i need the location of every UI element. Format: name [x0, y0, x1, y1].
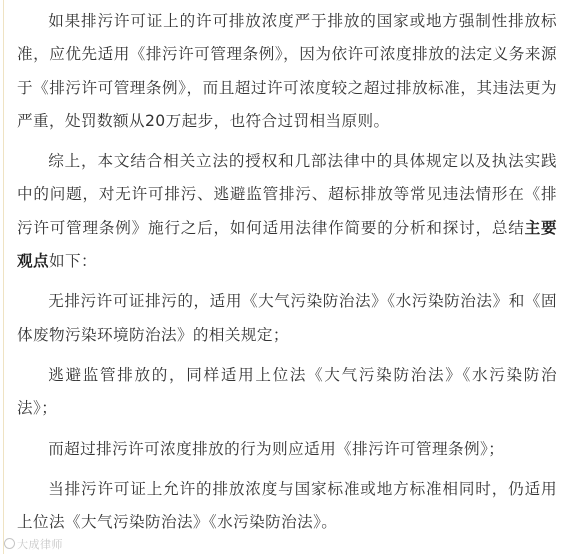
watermark — [4, 536, 63, 552]
summary-intro-tail: 如下： — [49, 252, 97, 271]
watermark-logo-icon — [4, 538, 15, 549]
watermark-text: 大成律师 — [17, 538, 63, 551]
summary-intro-text: 综上，本文结合相关立法的授权和几部法律中的具体规定以及执法实践中的问题，对无许可排污、逃避监管排污、超标排放等常见违法情形在《排污许可管理条例》施行之后，如何适用法律作简要的分析和探讨，总结 — [17, 152, 557, 237]
article-body — [17, 5, 557, 546]
point-evading-supervision: 逃避监管排放的，同样适用上位法《大气污染防治法》《水污染防治法》； — [17, 365, 557, 418]
point-exceeding-permit-concentration: 而超过排污许可浓度排放的行为则应适用《排污许可管理条例》； — [48, 439, 505, 458]
left-border-rule — [3, 0, 4, 554]
main-points-bold: 主要观点 — [17, 218, 557, 271]
paragraph-summary-intro — [17, 145, 557, 278]
paragraph-priority-of-permit-regulation: 如果排污许可证上的许可排放浓度严于排放的国家或地方强制性排放标准，应优先适用《排污许可管理条例》，因为依许可浓度排放的法定义务来源于《排污许可管理条例》，而且超过许可浓度较之超过排放标准，其违法更为严重，处罚数额从20万起步，也符合过罚相当原则。 — [17, 12, 557, 130]
point-equal-to-standard: 当排污许可证上允许的排放浓度与国家标准或地方标准相同时，仍适用上位法《大气污染防治法》《水污染防治法》。 — [17, 479, 557, 532]
point-no-permit-discharge: 无排污许可证排污的，适用《大气污染防治法》《水污染防治法》和《固体废物污染环境防治法》的相关规定； — [17, 292, 557, 344]
